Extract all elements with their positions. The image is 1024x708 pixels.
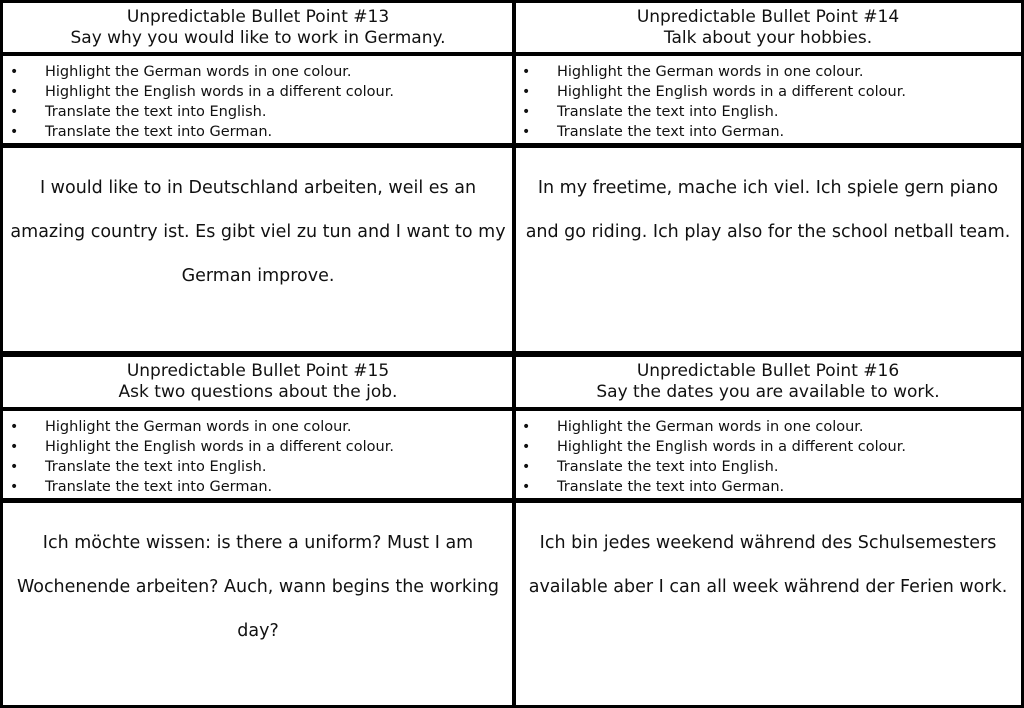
card-title: Unpredictable Bullet Point #15 [126, 361, 390, 381]
instructions-list [3, 56, 513, 142]
instructions-box [515, 56, 1021, 143]
instruction-text: Translate the text into German. [45, 124, 273, 140]
bullet-icon: • [522, 84, 531, 100]
instruction-item [3, 477, 513, 497]
card-title: Unpredictable Bullet Point #13 [126, 6, 390, 27]
text-box [3, 148, 513, 353]
instruction-text: Highlight the English words in a different colour. [557, 439, 906, 455]
mixed-language-text: I would like to in Deutschland arbeiten, weil es an amazing country ist. Es gibt viel zu tun and I want to my German improve. [10, 178, 506, 286]
instruction-text: Highlight the English words in a different colour. [45, 439, 394, 455]
instruction-item [3, 437, 513, 457]
bullet-icon: • [522, 104, 531, 120]
instruction-text: Highlight the German words in one colour. [557, 419, 864, 435]
instruction-text: Translate the text into German. [45, 479, 273, 495]
instruction-text: Highlight the German words in one colour. [45, 419, 352, 435]
text-box [3, 503, 513, 708]
card-title: Unpredictable Bullet Point #16 [636, 361, 900, 381]
card-prompt: Say why you would like to work in Germany. [70, 27, 446, 48]
instructions-box [3, 56, 513, 143]
instruction-item [515, 62, 1021, 82]
instructions-list [515, 411, 1021, 497]
card-prompt: Say the dates you are available to work. [596, 382, 940, 402]
text-box [515, 148, 1021, 353]
row-divider [3, 52, 1021, 56]
instructions-list [515, 56, 1021, 142]
instruction-text: Highlight the English words in a different colour. [557, 84, 906, 100]
instruction-text: Translate the text into German. [557, 479, 785, 495]
row-divider [3, 407, 1021, 411]
instruction-text: Translate the text into English. [45, 459, 267, 475]
bullet-icon: • [522, 124, 531, 140]
instruction-item [3, 122, 513, 142]
bullet-icon: • [10, 479, 19, 495]
instruction-item [515, 102, 1021, 122]
card-header [3, 357, 513, 407]
bullet-icon: • [10, 124, 19, 140]
bullet-icon: • [522, 459, 531, 475]
bullet-icon: • [10, 104, 19, 120]
instructions-box [3, 411, 513, 498]
instruction-item [3, 457, 513, 477]
instruction-text: Translate the text into English. [45, 104, 267, 120]
bullet-icon: • [10, 439, 19, 455]
instruction-item [515, 122, 1021, 142]
bullet-icon: • [10, 419, 19, 435]
mixed-language-text: In my freetime, mache ich viel. Ich spiele gern piano and go riding. Ich play also for the school netball team. [525, 178, 1011, 242]
text-box [515, 503, 1021, 708]
bullet-icon: • [522, 64, 531, 80]
instruction-text: Translate the text into German. [557, 124, 785, 140]
bullet-icon: • [522, 419, 531, 435]
instruction-text: Highlight the English words in a different colour. [45, 84, 394, 100]
instruction-item [515, 82, 1021, 102]
card-prompt: Ask two questions about the job. [118, 382, 398, 402]
instruction-item [3, 82, 513, 102]
card-header [515, 3, 1021, 52]
row-divider [3, 143, 1021, 148]
bullet-icon: • [522, 479, 531, 495]
bullet-icon: • [522, 439, 531, 455]
mixed-language-text: Ich möchte wissen: is there a uniform? Must I am Wochenende arbeiten? Auch, wann begins the working day? [16, 533, 500, 641]
instruction-item [515, 457, 1021, 477]
card-title: Unpredictable Bullet Point #14 [636, 6, 900, 27]
mixed-language-text: Ich bin jedes weekend während des Schulsemesters available aber I can all week während der Ferien work. [528, 533, 1008, 597]
card-prompt: Talk about your hobbies. [663, 27, 873, 48]
instruction-item [515, 437, 1021, 457]
bullet-icon: • [10, 459, 19, 475]
card-header [3, 3, 513, 52]
card-header [515, 357, 1021, 407]
bullet-icon: • [10, 84, 19, 100]
instruction-text: Highlight the German words in one colour. [557, 64, 864, 80]
instruction-item [515, 417, 1021, 437]
instruction-item [3, 102, 513, 122]
instructions-list [3, 411, 513, 497]
instruction-item [3, 62, 513, 82]
row-divider [3, 351, 1021, 357]
instructions-box [515, 411, 1021, 498]
instruction-text: Translate the text into English. [557, 459, 779, 475]
instruction-text: Translate the text into English. [557, 104, 779, 120]
row-divider [3, 498, 1021, 503]
instruction-text: Highlight the German words in one colour. [45, 64, 352, 80]
instruction-item [3, 417, 513, 437]
bullet-icon: • [10, 64, 19, 80]
instruction-item [515, 477, 1021, 497]
